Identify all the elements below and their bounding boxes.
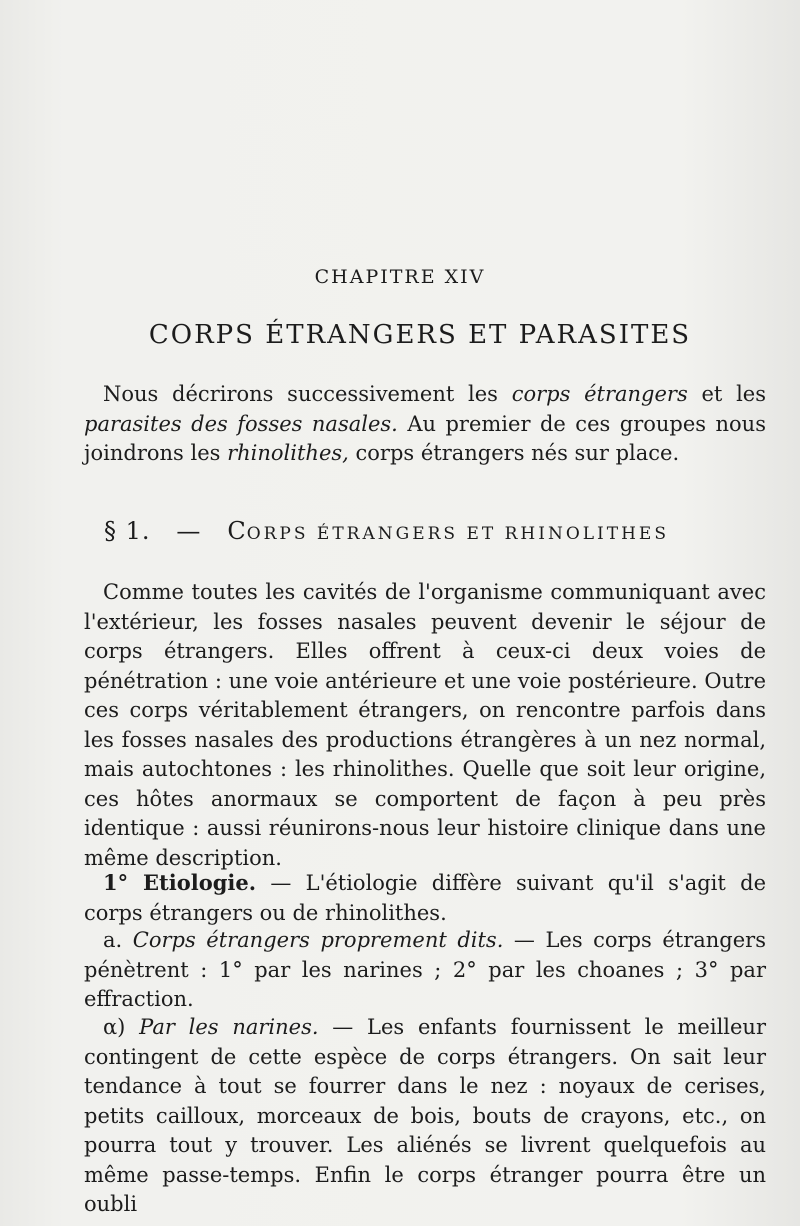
intro-paragraph: Nous décrirons successivement les corps étrangers et les parasites des fosses nasales. Au premier de ces groupes nous joindrons les rhinolithes, corps étrangers nés sur place. <box>84 382 766 465</box>
chapter-title: CORPS ÉTRANGERS ET PARASITES <box>148 320 692 350</box>
paragraph-a: a. Corps étrangers proprement dits. — Les corps étrangers pénètrent : 1° par les narines ; 2° par les choanes ; 3° par effraction. <box>84 928 766 1011</box>
section-heading: § 1. — CORPS ÉTRANGERS ET RHINOLITHES <box>104 517 669 545</box>
chapter-label: CHAPITRE XIV <box>314 266 486 288</box>
etiologie-paragraph: 1° Etiologie. — L'étiologie diffère suivant qu'il s'agit de corps étrangers ou de rhinolithes. <box>84 870 766 925</box>
paragraph-alpha: α) Par les narines. — Les enfants fournissent le meilleur contingent de cette espèce de corps étrangers. On sait leur tendance à tout se fourrer dans le nez : noyaux de cerises, petits cailloux, morceaux de bois, bouts de crayons, etc., on pourra tout y trouver. Les aliénés se livrent quelquefois au même passe-temps. Enfin le corps étranger pourra être un oubli <box>84 1015 766 1216</box>
body-paragraph-1: Comme toutes les cavités de l'organisme communiquant avec l'extérieur, les fosses nasales peuvent devenir le séjour de corps étrangers. Elles offrent à ceux-ci deux voies de pénétration : une voie antérieure et une voie postérieure. Outre ces corps véritablement étrangers, on rencontre parfois dans les fosses nasales des productions étrangères à un nez normal, mais autochtones : les rhinolithes. Quelle que soit leur origine, ces hôtes anormaux se comportent de façon à peu près identique : aussi réunirons-nous leur histoire clinique dans une même description. <box>84 580 766 870</box>
